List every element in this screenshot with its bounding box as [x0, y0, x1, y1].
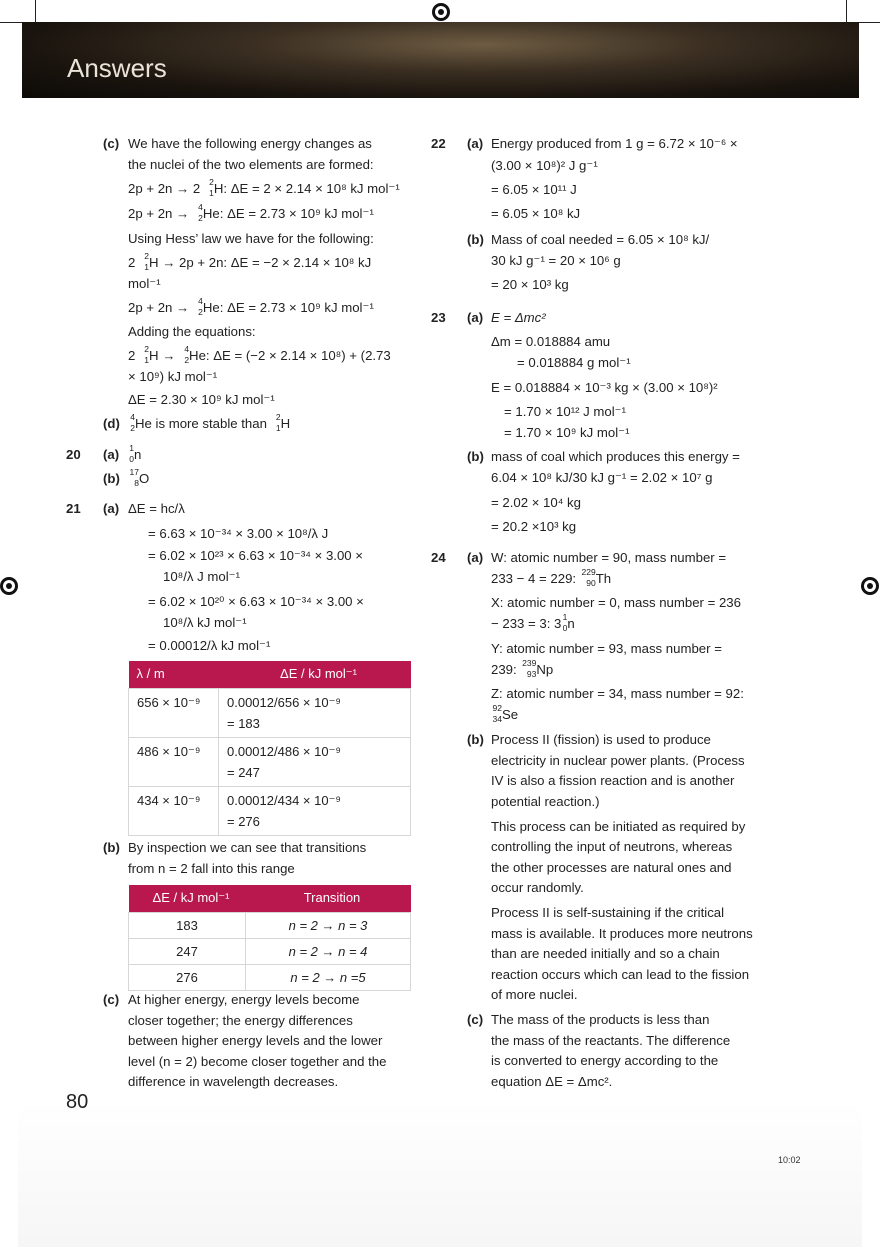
- table-cell: n = 2 → n = 3: [246, 912, 411, 938]
- question-number: 24: [431, 550, 446, 565]
- atomic-number: 8: [134, 478, 139, 488]
- text-line: Adding the equations:: [128, 324, 256, 339]
- mass-number: 2: [209, 177, 214, 187]
- text-line: of more nuclei.: [491, 987, 578, 1002]
- text-line: By inspection we can see that transitions: [128, 840, 367, 855]
- atomic-number: 93: [526, 669, 537, 679]
- eq-part: H: ΔE = 2 × 2.14 × 10⁸ kJ mol⁻¹: [213, 181, 400, 196]
- atomic-number: 1: [144, 262, 149, 272]
- eq-part: 239:: [491, 662, 521, 677]
- mass-number: 92: [492, 703, 502, 713]
- text-line: Process II is self-sustaining if the critical: [491, 905, 725, 920]
- eq-part: H → 2p + 2n: ΔE = −2 × 2.14 × 10⁸ kJ: [149, 255, 372, 270]
- crop-mark: [0, 22, 22, 23]
- eq-part: 2p + 2n →: [128, 206, 193, 221]
- text-line: (3.00 × 10⁸)² J g⁻¹: [491, 158, 598, 173]
- text-line: = 2.02 × 10⁴ kg: [491, 495, 581, 510]
- isotope: [520, 658, 537, 679]
- crop-mark: [858, 22, 880, 23]
- part-label: (d): [103, 416, 120, 431]
- eq-part: Th: [595, 571, 612, 586]
- text-line: W: atomic number = 90, mass number =: [491, 550, 727, 565]
- text-line: = 6.02 × 10²⁰ × 6.63 × 10⁻³⁴ × 3.00 ×: [148, 594, 364, 609]
- text-line: difference in wavelength decreases.: [128, 1074, 339, 1089]
- text-line: Z: atomic number = 34, mass number = 92:: [491, 686, 744, 701]
- mass-number: 2: [144, 251, 149, 261]
- equation-line: [128, 346, 391, 367]
- atomic-number: 1: [144, 355, 149, 365]
- print-timestamp: 10:02: [778, 1155, 801, 1165]
- registration-mark-icon: [0, 577, 18, 595]
- text-line: Process II (fission) is used to produce: [491, 732, 711, 747]
- eq-part: He: ΔE = 2.73 × 10⁹ kJ mol⁻¹: [202, 300, 374, 315]
- text-line: the nuclei of the two elements are formed:: [128, 157, 374, 172]
- part-label: (b): [467, 449, 484, 464]
- text-line: = 6.63 × 10⁻³⁴ × 3.00 × 10⁸/λ J: [148, 526, 329, 541]
- text-line: = 6.02 × 10²³ × 6.63 × 10⁻³⁴ × 3.00 ×: [148, 548, 363, 563]
- page-footer-shade: [18, 1100, 862, 1247]
- mass-number: 1: [129, 443, 134, 453]
- equation-line: [128, 253, 371, 274]
- page-number: 80: [66, 1091, 89, 1113]
- text-line: potential reaction.): [491, 794, 600, 809]
- text-line: = 1.70 × 10⁹ kJ mol⁻¹: [504, 425, 630, 440]
- isotope: [193, 296, 203, 317]
- eq-part: H: [280, 416, 291, 431]
- text-line: occur randomly.: [491, 880, 584, 895]
- part-label: (c): [103, 992, 120, 1007]
- atomic-number: 2: [198, 307, 203, 317]
- eq-part: n: [567, 616, 575, 631]
- mass-number: 2: [275, 412, 281, 422]
- text-line: We have the following energy changes as: [128, 136, 372, 151]
- page-header-banner: [22, 22, 859, 98]
- isotope: [491, 703, 502, 724]
- table-header-row: [129, 885, 411, 912]
- isotope: [193, 202, 203, 223]
- text-line: [128, 445, 141, 466]
- text-line: controlling the input of neutrons, whereas: [491, 839, 733, 854]
- text-line: Energy produced from 1 g = 6.72 × 10⁻⁶ ×: [491, 136, 738, 151]
- table-cell: 434 × 10⁻⁹: [129, 786, 219, 835]
- isotope: [128, 443, 134, 464]
- question-number: 23: [431, 310, 446, 325]
- cell-line: = 247: [227, 764, 260, 780]
- text-line: E = Δmc²: [491, 310, 546, 325]
- text-line: The mass of the products is less than: [491, 1012, 710, 1027]
- isotope: [128, 412, 135, 433]
- text-line: from n = 2 fall into this range: [128, 861, 295, 876]
- text-line: = 0.00012/λ kJ mol⁻¹: [148, 638, 271, 653]
- wavelength-energy-table: [128, 661, 411, 836]
- equation-line: [128, 204, 374, 225]
- text-line: 10⁸/λ J mol⁻¹: [163, 569, 241, 584]
- part-label: (a): [467, 550, 484, 565]
- text-line: the other processes are natural ones and: [491, 860, 732, 875]
- isotope: [580, 567, 596, 588]
- text-line: than are needed initially and so a chain: [491, 946, 720, 961]
- text-line: = 6.05 × 10¹¹ J: [491, 182, 577, 197]
- text-line: electricity in nuclear power plants. (Process: [491, 753, 745, 768]
- mass-number: 2: [144, 344, 149, 354]
- eq-part: He: ΔE = (−2 × 2.14 × 10⁸) + (2.73: [189, 348, 391, 363]
- table-cell: [219, 737, 411, 786]
- text-line: × 10⁹) kJ mol⁻¹: [128, 369, 218, 384]
- part-label: (b): [467, 732, 484, 747]
- text-line: ΔE = 2.30 × 10⁹ kJ mol⁻¹: [128, 392, 275, 407]
- table-row: [129, 688, 411, 737]
- atomic-number: 2: [198, 213, 203, 223]
- mass-number: 4: [198, 296, 203, 306]
- part-label: (a): [467, 310, 484, 325]
- table-cell: 183: [129, 912, 246, 938]
- text-line: Using Hess’ law we have for the following:: [128, 231, 374, 246]
- table-cell: n = 2 → n =5: [246, 964, 411, 990]
- text-line: [491, 569, 611, 590]
- text-line: the mass of the reactants. The difference: [491, 1033, 731, 1048]
- crop-mark: [35, 0, 36, 22]
- registration-mark-icon: [861, 577, 879, 595]
- crop-mark: [846, 0, 847, 22]
- text-line: At higher energy, energy levels become: [128, 992, 360, 1007]
- part-label: (b): [467, 232, 484, 247]
- text-line: mass is available. It produces more neutrons: [491, 926, 753, 941]
- eq-part: 2: [128, 348, 139, 363]
- text-line: This process can be initiated as required by: [491, 819, 746, 834]
- part-label: (b): [103, 471, 120, 486]
- isotope: [179, 344, 190, 365]
- text-line: 30 kJ g⁻¹ = 20 × 10⁶ g: [491, 253, 621, 268]
- mass-number: 4: [130, 412, 135, 422]
- part-label: (a): [467, 136, 484, 151]
- column-header: ΔE / kJ mol⁻¹: [219, 661, 411, 688]
- question-number: 22: [431, 136, 446, 151]
- text-line: Δm = 0.018884 amu: [491, 334, 611, 349]
- text-line: Mass of coal needed = 6.05 × 10⁸ kJ/: [491, 232, 710, 247]
- column-header: Transition: [246, 885, 411, 912]
- cell-line: 0.00012/486 × 10⁻⁹: [227, 743, 341, 759]
- eq-part: − 233 = 3: 3: [491, 616, 562, 631]
- atomic-number: 0: [129, 454, 134, 464]
- text-line: 10⁸/λ kJ mol⁻¹: [163, 615, 247, 630]
- text-line: IV is also a fission reaction and is another: [491, 773, 735, 788]
- part-label: (a): [103, 501, 120, 516]
- eq-part: 233 − 4 = 229:: [491, 571, 580, 586]
- mass-number: 4: [184, 344, 190, 354]
- atomic-number: 2: [184, 355, 190, 365]
- page-title: Answers: [67, 53, 167, 83]
- table-cell: [219, 786, 411, 835]
- table-row: [129, 964, 411, 990]
- eq-part: n: [134, 447, 142, 462]
- atomic-number: 0: [562, 623, 568, 633]
- text-line: closer together; the energy differences: [128, 1013, 353, 1028]
- isotope: [139, 344, 149, 365]
- text-line: between higher energy levels and the lower: [128, 1033, 383, 1048]
- text-line: X: atomic number = 0, mass number = 236: [491, 595, 741, 610]
- text-line: [491, 705, 518, 726]
- equation-line: [128, 298, 374, 319]
- atomic-number: 90: [586, 578, 596, 588]
- text-line: mol⁻¹: [128, 276, 161, 291]
- atomic-number: 2: [130, 423, 135, 433]
- eq-part: O: [139, 471, 150, 486]
- mass-number: 1: [562, 612, 568, 622]
- table-header-row: [129, 661, 411, 688]
- table-row: [129, 912, 411, 938]
- text-line: is converted to energy according to the: [491, 1053, 719, 1068]
- text-line: [128, 469, 149, 490]
- table-cell: 247: [129, 938, 246, 964]
- table-row: [129, 938, 411, 964]
- atomic-number: 34: [492, 714, 502, 724]
- cell-line: = 276: [227, 813, 260, 829]
- text-line: ΔE = hc/λ: [128, 501, 185, 516]
- text-line: = 20.2 ×10³ kg: [491, 519, 577, 534]
- isotope: [128, 467, 139, 488]
- question-number: 20: [66, 447, 81, 462]
- text-line: equation ΔE = Δmc².: [491, 1074, 613, 1089]
- table-cell: [219, 688, 411, 737]
- mass-number: 17: [129, 467, 139, 477]
- cell-line: 0.00012/656 × 10⁻⁹: [227, 694, 341, 710]
- mass-number: 239: [522, 658, 537, 668]
- part-label: (c): [103, 136, 120, 151]
- eq-part: 2p + 2n → 2: [128, 181, 204, 196]
- atomic-number: 1: [275, 423, 281, 433]
- mass-number: 229: [581, 567, 596, 577]
- text-line: Y: atomic number = 93, mass number =: [491, 641, 722, 656]
- column-header: ΔE / kJ mol⁻¹: [129, 885, 246, 912]
- mass-number: 4: [198, 202, 203, 212]
- text-line: reaction occurs which can lead to the fission: [491, 967, 750, 982]
- text-line: mass of coal which produces this energy =: [491, 449, 740, 464]
- text-line: = 1.70 × 10¹² J mol⁻¹: [504, 404, 627, 419]
- transition-table: [128, 885, 411, 991]
- text-line: [491, 660, 553, 681]
- text-line: [491, 614, 575, 635]
- part-label: (a): [103, 447, 120, 462]
- text-line: = 0.018884 g mol⁻¹: [517, 355, 631, 370]
- column-header: λ / m: [129, 661, 219, 688]
- registration-mark-icon: [432, 3, 450, 21]
- eq-part: He: ΔE = 2.73 × 10⁹ kJ mol⁻¹: [202, 206, 374, 221]
- isotope: [204, 177, 214, 198]
- text-line: level (n = 2) become closer together and the: [128, 1054, 387, 1069]
- part-label: (b): [103, 840, 120, 855]
- table-cell: n = 2 → n = 4: [246, 938, 411, 964]
- equation-line: [128, 179, 400, 200]
- text-line: = 20 × 10³ kg: [491, 277, 569, 292]
- table-cell: 656 × 10⁻⁹: [129, 688, 219, 737]
- cell-line: 0.00012/434 × 10⁻⁹: [227, 792, 341, 808]
- atomic-number: 1: [209, 188, 214, 198]
- eq-part: Se: [502, 707, 519, 722]
- question-number: 21: [66, 501, 81, 516]
- eq-part: H →: [149, 348, 180, 363]
- table-cell: 486 × 10⁻⁹: [129, 737, 219, 786]
- table-row: [129, 737, 411, 786]
- eq-part: He is more stable than: [135, 416, 271, 431]
- cell-line: = 183: [227, 715, 260, 731]
- text-line: = 6.05 × 10⁸ kJ: [491, 206, 581, 221]
- text-line: E = 0.018884 × 10⁻³ kg × (3.00 × 10⁸)²: [491, 380, 718, 395]
- eq-part: Np: [536, 662, 554, 677]
- table-cell: 276: [129, 964, 246, 990]
- eq-part: 2: [128, 255, 139, 270]
- isotope: [139, 251, 149, 272]
- isotope: [561, 612, 568, 633]
- table-row: [129, 786, 411, 835]
- text-line: [128, 414, 290, 435]
- eq-part: 2p + 2n →: [128, 300, 193, 315]
- text-line: 6.04 × 10⁸ kJ/30 kJ g⁻¹ = 2.02 × 10⁷ g: [491, 470, 713, 485]
- isotope: [271, 412, 281, 433]
- part-label: (c): [467, 1012, 484, 1027]
